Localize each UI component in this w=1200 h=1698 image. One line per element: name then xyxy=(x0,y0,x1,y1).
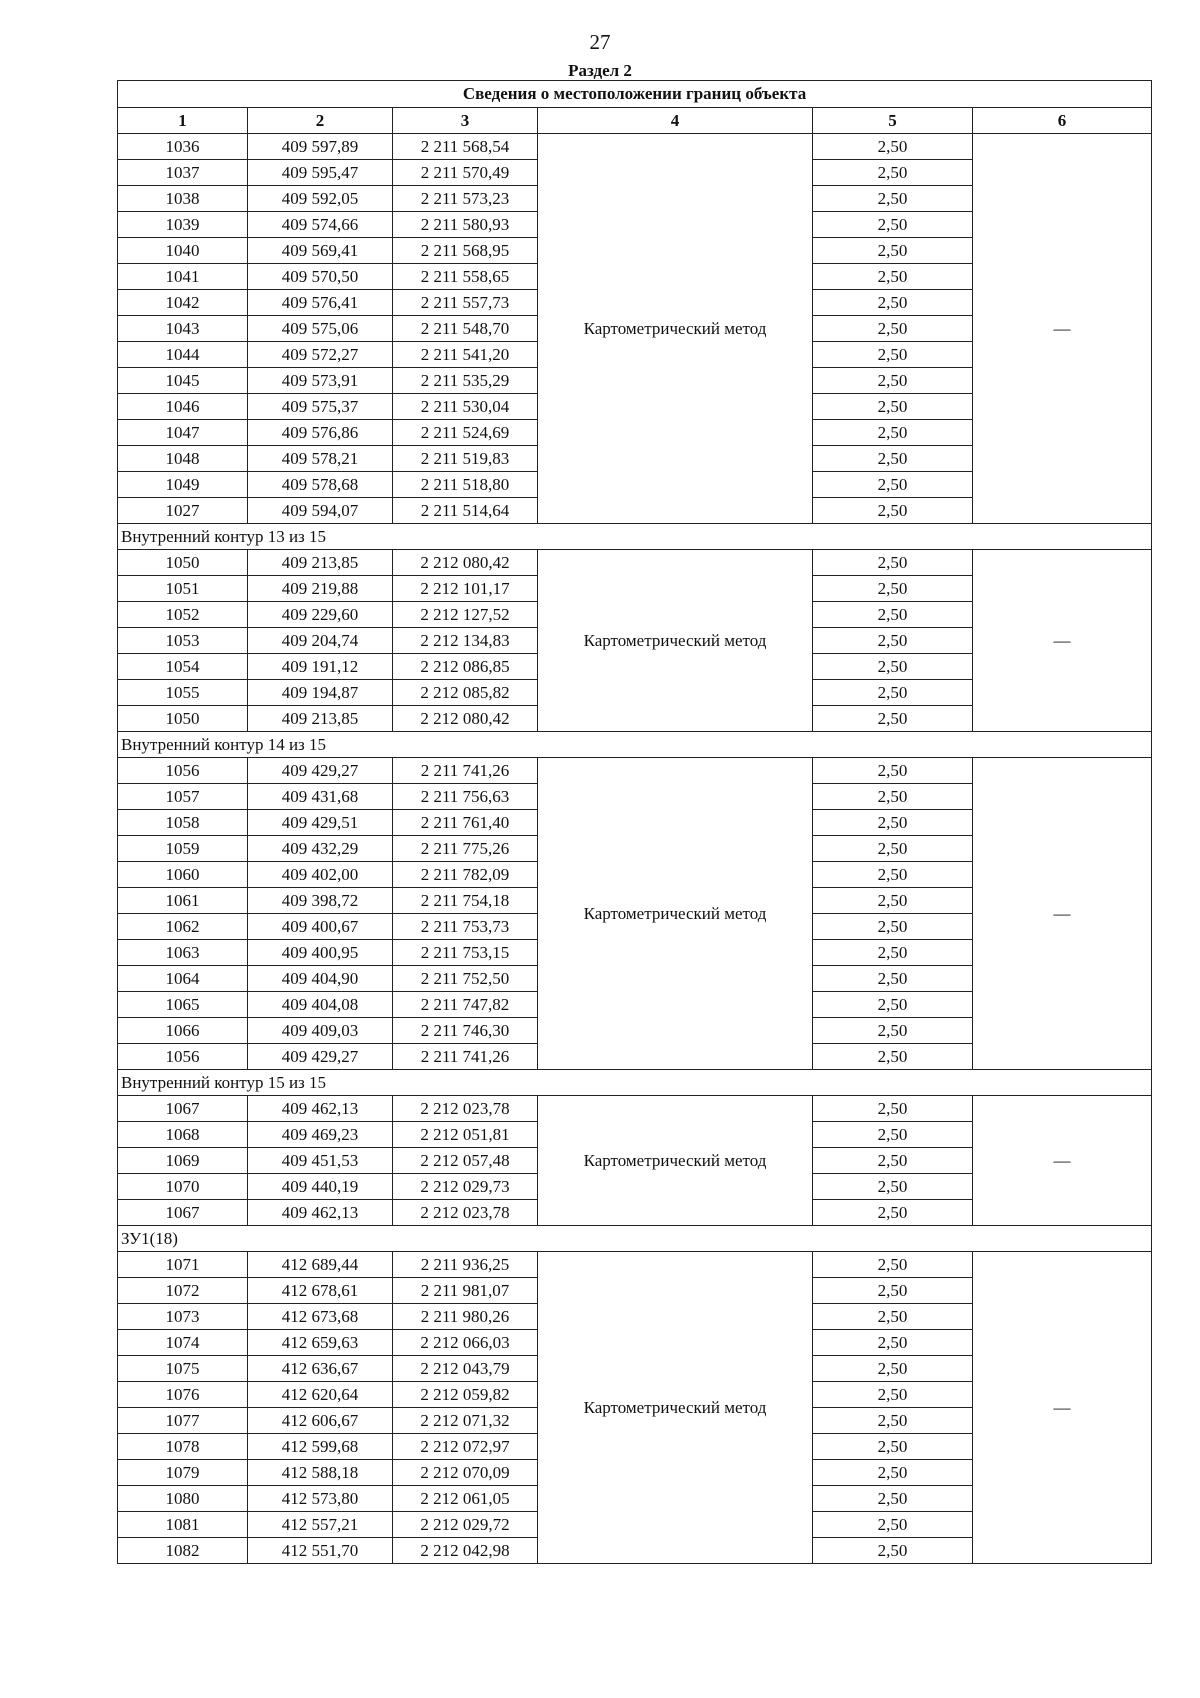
x-coordinate-cell: 412 606,67 xyxy=(248,1408,393,1434)
x-coordinate-cell: 409 592,05 xyxy=(248,186,393,212)
x-coordinate-cell: 409 432,29 xyxy=(248,836,393,862)
method-cell: Картометрический метод xyxy=(538,1252,813,1564)
column-number: 4 xyxy=(538,108,813,134)
y-coordinate-cell: 2 211 754,18 xyxy=(393,888,538,914)
x-coordinate-cell: 409 597,89 xyxy=(248,134,393,160)
accuracy-cell: 2,50 xyxy=(813,1434,973,1460)
accuracy-cell: 2,50 xyxy=(813,1018,973,1044)
table-row xyxy=(118,134,1152,160)
y-coordinate-cell: 2 211 753,73 xyxy=(393,914,538,940)
accuracy-cell: 2,50 xyxy=(813,602,973,628)
point-number-cell: 1076 xyxy=(118,1382,248,1408)
point-number-cell: 1073 xyxy=(118,1304,248,1330)
description-cell: — xyxy=(973,550,1152,732)
point-number-cell: 1079 xyxy=(118,1460,248,1486)
point-number-cell: 1047 xyxy=(118,420,248,446)
table-caption-row xyxy=(118,81,1152,108)
x-coordinate-cell: 409 574,66 xyxy=(248,212,393,238)
x-coordinate-cell: 409 213,85 xyxy=(248,550,393,576)
x-coordinate-cell: 409 398,72 xyxy=(248,888,393,914)
x-coordinate-cell: 409 569,41 xyxy=(248,238,393,264)
accuracy-cell: 2,50 xyxy=(813,836,973,862)
method-cell: Картометрический метод xyxy=(538,758,813,1070)
x-coordinate-cell: 409 404,90 xyxy=(248,966,393,992)
accuracy-cell: 2,50 xyxy=(813,1200,973,1226)
accuracy-cell: 2,50 xyxy=(813,1252,973,1278)
y-coordinate-cell: 2 211 746,30 xyxy=(393,1018,538,1044)
point-number-cell: 1057 xyxy=(118,784,248,810)
accuracy-cell: 2,50 xyxy=(813,342,973,368)
accuracy-cell: 2,50 xyxy=(813,1278,973,1304)
x-coordinate-cell: 409 469,23 xyxy=(248,1122,393,1148)
x-coordinate-cell: 409 191,12 xyxy=(248,654,393,680)
accuracy-cell: 2,50 xyxy=(813,1512,973,1538)
point-number-cell: 1068 xyxy=(118,1122,248,1148)
page-number: 27 xyxy=(589,30,611,54)
y-coordinate-cell: 2 211 541,20 xyxy=(393,342,538,368)
x-coordinate-cell: 409 204,74 xyxy=(248,628,393,654)
point-number-cell: 1062 xyxy=(118,914,248,940)
description-cell: — xyxy=(973,1096,1152,1226)
point-number-cell: 1072 xyxy=(118,1278,248,1304)
accuracy-cell: 2,50 xyxy=(813,654,973,680)
accuracy-cell: 2,50 xyxy=(813,1304,973,1330)
accuracy-cell: 2,50 xyxy=(813,1148,973,1174)
section-heading: ЗУ1(18) xyxy=(118,1226,1152,1252)
point-number-cell: 1066 xyxy=(118,1018,248,1044)
accuracy-cell: 2,50 xyxy=(813,706,973,732)
y-coordinate-cell: 2 211 535,29 xyxy=(393,368,538,394)
table-row xyxy=(118,550,1152,576)
point-number-cell: 1049 xyxy=(118,472,248,498)
y-coordinate-cell: 2 212 066,03 xyxy=(393,1330,538,1356)
x-coordinate-cell: 409 429,51 xyxy=(248,810,393,836)
accuracy-cell: 2,50 xyxy=(813,680,973,706)
point-number-cell: 1048 xyxy=(118,446,248,472)
y-coordinate-cell: 2 211 936,25 xyxy=(393,1252,538,1278)
x-coordinate-cell: 409 429,27 xyxy=(248,758,393,784)
method-cell: Картометрический метод xyxy=(538,134,813,524)
accuracy-cell: 2,50 xyxy=(813,1122,973,1148)
accuracy-cell: 2,50 xyxy=(813,238,973,264)
x-coordinate-cell: 409 578,21 xyxy=(248,446,393,472)
x-coordinate-cell: 409 194,87 xyxy=(248,680,393,706)
accuracy-cell: 2,50 xyxy=(813,472,973,498)
section-heading: Внутренний контур 15 из 15 xyxy=(118,1070,1152,1096)
table-row xyxy=(118,1252,1152,1278)
x-coordinate-cell: 409 575,06 xyxy=(248,316,393,342)
x-coordinate-cell: 409 594,07 xyxy=(248,498,393,524)
point-number-cell: 1056 xyxy=(118,1044,248,1070)
x-coordinate-cell: 409 229,60 xyxy=(248,602,393,628)
y-coordinate-cell: 2 212 061,05 xyxy=(393,1486,538,1512)
x-coordinate-cell: 409 573,91 xyxy=(248,368,393,394)
y-coordinate-cell: 2 212 080,42 xyxy=(393,706,538,732)
point-number-cell: 1042 xyxy=(118,290,248,316)
section-heading-row xyxy=(118,524,1152,550)
point-number-cell: 1063 xyxy=(118,940,248,966)
point-number-cell: 1056 xyxy=(118,758,248,784)
accuracy-cell: 2,50 xyxy=(813,576,973,602)
accuracy-cell: 2,50 xyxy=(813,212,973,238)
point-number-cell: 1043 xyxy=(118,316,248,342)
point-number-cell: 1037 xyxy=(118,160,248,186)
point-number-cell: 1055 xyxy=(118,680,248,706)
point-number-cell: 1067 xyxy=(118,1200,248,1226)
x-coordinate-cell: 409 431,68 xyxy=(248,784,393,810)
x-coordinate-cell: 409 451,53 xyxy=(248,1148,393,1174)
table-caption: Сведения о местоположении границ объекта xyxy=(118,81,1152,108)
x-coordinate-cell: 412 673,68 xyxy=(248,1304,393,1330)
accuracy-cell: 2,50 xyxy=(813,1486,973,1512)
point-number-cell: 1050 xyxy=(118,706,248,732)
x-coordinate-cell: 409 576,86 xyxy=(248,420,393,446)
y-coordinate-cell: 2 211 580,93 xyxy=(393,212,538,238)
point-number-cell: 1075 xyxy=(118,1356,248,1382)
point-number-cell: 1046 xyxy=(118,394,248,420)
x-coordinate-cell: 409 409,03 xyxy=(248,1018,393,1044)
x-coordinate-cell: 409 402,00 xyxy=(248,862,393,888)
x-coordinate-cell: 412 557,21 xyxy=(248,1512,393,1538)
y-coordinate-cell: 2 212 023,78 xyxy=(393,1096,538,1122)
y-coordinate-cell: 2 211 518,80 xyxy=(393,472,538,498)
section-title: Раздел 2 xyxy=(568,61,632,80)
x-coordinate-cell: 409 213,85 xyxy=(248,706,393,732)
y-coordinate-cell: 2 211 980,26 xyxy=(393,1304,538,1330)
x-coordinate-cell: 409 404,08 xyxy=(248,992,393,1018)
accuracy-cell: 2,50 xyxy=(813,992,973,1018)
accuracy-cell: 2,50 xyxy=(813,1096,973,1122)
y-coordinate-cell: 2 211 747,82 xyxy=(393,992,538,1018)
y-coordinate-cell: 2 211 568,54 xyxy=(393,134,538,160)
point-number-cell: 1070 xyxy=(118,1174,248,1200)
x-coordinate-cell: 409 400,67 xyxy=(248,914,393,940)
method-cell: Картометрический метод xyxy=(538,1096,813,1226)
y-coordinate-cell: 2 212 070,09 xyxy=(393,1460,538,1486)
column-number: 2 xyxy=(248,108,393,134)
x-coordinate-cell: 412 689,44 xyxy=(248,1252,393,1278)
description-cell: — xyxy=(973,134,1152,524)
point-number-cell: 1053 xyxy=(118,628,248,654)
point-number-cell: 1040 xyxy=(118,238,248,264)
y-coordinate-cell: 2 211 530,04 xyxy=(393,394,538,420)
point-number-cell: 1080 xyxy=(118,1486,248,1512)
accuracy-cell: 2,50 xyxy=(813,160,973,186)
y-coordinate-cell: 2 212 029,72 xyxy=(393,1512,538,1538)
point-number-cell: 1039 xyxy=(118,212,248,238)
accuracy-cell: 2,50 xyxy=(813,550,973,576)
point-number-cell: 1081 xyxy=(118,1512,248,1538)
point-number-cell: 1051 xyxy=(118,576,248,602)
accuracy-cell: 2,50 xyxy=(813,368,973,394)
y-coordinate-cell: 2 212 085,82 xyxy=(393,680,538,706)
accuracy-cell: 2,50 xyxy=(813,186,973,212)
point-number-cell: 1052 xyxy=(118,602,248,628)
column-number: 1 xyxy=(118,108,248,134)
point-number-cell: 1082 xyxy=(118,1538,248,1564)
accuracy-cell: 2,50 xyxy=(813,1382,973,1408)
section-heading-row xyxy=(118,1070,1152,1096)
x-coordinate-cell: 409 595,47 xyxy=(248,160,393,186)
point-number-cell: 1078 xyxy=(118,1434,248,1460)
accuracy-cell: 2,50 xyxy=(813,758,973,784)
accuracy-cell: 2,50 xyxy=(813,888,973,914)
y-coordinate-cell: 2 212 042,98 xyxy=(393,1538,538,1564)
point-number-cell: 1050 xyxy=(118,550,248,576)
y-coordinate-cell: 2 211 573,23 xyxy=(393,186,538,212)
section-heading-row xyxy=(118,1226,1152,1252)
accuracy-cell: 2,50 xyxy=(813,914,973,940)
y-coordinate-cell: 2 211 558,65 xyxy=(393,264,538,290)
x-coordinate-cell: 412 620,64 xyxy=(248,1382,393,1408)
y-coordinate-cell: 2 212 072,97 xyxy=(393,1434,538,1460)
x-coordinate-cell: 409 575,37 xyxy=(248,394,393,420)
point-number-cell: 1060 xyxy=(118,862,248,888)
column-number: 6 xyxy=(973,108,1152,134)
accuracy-cell: 2,50 xyxy=(813,134,973,160)
accuracy-cell: 2,50 xyxy=(813,1044,973,1070)
accuracy-cell: 2,50 xyxy=(813,264,973,290)
y-coordinate-cell: 2 211 756,63 xyxy=(393,784,538,810)
y-coordinate-cell: 2 212 023,78 xyxy=(393,1200,538,1226)
accuracy-cell: 2,50 xyxy=(813,1356,973,1382)
point-number-cell: 1074 xyxy=(118,1330,248,1356)
x-coordinate-cell: 409 570,50 xyxy=(248,264,393,290)
x-coordinate-cell: 412 599,68 xyxy=(248,1434,393,1460)
y-coordinate-cell: 2 212 101,17 xyxy=(393,576,538,602)
x-coordinate-cell: 409 429,27 xyxy=(248,1044,393,1070)
accuracy-cell: 2,50 xyxy=(813,1408,973,1434)
y-coordinate-cell: 2 211 741,26 xyxy=(393,758,538,784)
y-coordinate-cell: 2 212 029,73 xyxy=(393,1174,538,1200)
y-coordinate-cell: 2 211 514,64 xyxy=(393,498,538,524)
accuracy-cell: 2,50 xyxy=(813,1538,973,1564)
accuracy-cell: 2,50 xyxy=(813,784,973,810)
accuracy-cell: 2,50 xyxy=(813,966,973,992)
point-number-cell: 1045 xyxy=(118,368,248,394)
point-number-cell: 1058 xyxy=(118,810,248,836)
accuracy-cell: 2,50 xyxy=(813,1460,973,1486)
x-coordinate-cell: 409 400,95 xyxy=(248,940,393,966)
x-coordinate-cell: 409 440,19 xyxy=(248,1174,393,1200)
boundary-coordinates-table xyxy=(117,80,1152,1564)
accuracy-cell: 2,50 xyxy=(813,810,973,836)
accuracy-cell: 2,50 xyxy=(813,420,973,446)
y-coordinate-cell: 2 211 557,73 xyxy=(393,290,538,316)
section-heading: Внутренний контур 13 из 15 xyxy=(118,524,1152,550)
x-coordinate-cell: 412 588,18 xyxy=(248,1460,393,1486)
point-number-cell: 1054 xyxy=(118,654,248,680)
point-number-cell: 1077 xyxy=(118,1408,248,1434)
y-coordinate-cell: 2 211 782,09 xyxy=(393,862,538,888)
point-number-cell: 1038 xyxy=(118,186,248,212)
y-coordinate-cell: 2 211 548,70 xyxy=(393,316,538,342)
y-coordinate-cell: 2 212 127,52 xyxy=(393,602,538,628)
table-body xyxy=(118,81,1152,1564)
y-coordinate-cell: 2 211 741,26 xyxy=(393,1044,538,1070)
point-number-cell: 1067 xyxy=(118,1096,248,1122)
x-coordinate-cell: 412 573,80 xyxy=(248,1486,393,1512)
x-coordinate-cell: 409 219,88 xyxy=(248,576,393,602)
y-coordinate-cell: 2 211 570,49 xyxy=(393,160,538,186)
y-coordinate-cell: 2 211 568,95 xyxy=(393,238,538,264)
accuracy-cell: 2,50 xyxy=(813,290,973,316)
description-cell: — xyxy=(973,758,1152,1070)
y-coordinate-cell: 2 212 134,83 xyxy=(393,628,538,654)
y-coordinate-cell: 2 212 059,82 xyxy=(393,1382,538,1408)
y-coordinate-cell: 2 212 043,79 xyxy=(393,1356,538,1382)
x-coordinate-cell: 412 678,61 xyxy=(248,1278,393,1304)
x-coordinate-cell: 412 636,67 xyxy=(248,1356,393,1382)
x-coordinate-cell: 409 578,68 xyxy=(248,472,393,498)
table-row xyxy=(118,1096,1152,1122)
point-number-cell: 1069 xyxy=(118,1148,248,1174)
point-number-cell: 1071 xyxy=(118,1252,248,1278)
y-coordinate-cell: 2 211 753,15 xyxy=(393,940,538,966)
y-coordinate-cell: 2 212 057,48 xyxy=(393,1148,538,1174)
y-coordinate-cell: 2 211 775,26 xyxy=(393,836,538,862)
x-coordinate-cell: 409 576,41 xyxy=(248,290,393,316)
point-number-cell: 1061 xyxy=(118,888,248,914)
accuracy-cell: 2,50 xyxy=(813,940,973,966)
point-number-cell: 1059 xyxy=(118,836,248,862)
accuracy-cell: 2,50 xyxy=(813,394,973,420)
accuracy-cell: 2,50 xyxy=(813,1174,973,1200)
accuracy-cell: 2,50 xyxy=(813,446,973,472)
x-coordinate-cell: 412 659,63 xyxy=(248,1330,393,1356)
x-coordinate-cell: 409 462,13 xyxy=(248,1200,393,1226)
x-coordinate-cell: 409 462,13 xyxy=(248,1096,393,1122)
x-coordinate-cell: 409 572,27 xyxy=(248,342,393,368)
accuracy-cell: 2,50 xyxy=(813,1330,973,1356)
accuracy-cell: 2,50 xyxy=(813,316,973,342)
x-coordinate-cell: 412 551,70 xyxy=(248,1538,393,1564)
point-number-cell: 1036 xyxy=(118,134,248,160)
y-coordinate-cell: 2 212 080,42 xyxy=(393,550,538,576)
section-heading: Внутренний контур 14 из 15 xyxy=(118,732,1152,758)
column-number: 3 xyxy=(393,108,538,134)
y-coordinate-cell: 2 211 981,07 xyxy=(393,1278,538,1304)
description-cell: — xyxy=(973,1252,1152,1564)
y-coordinate-cell: 2 211 519,83 xyxy=(393,446,538,472)
y-coordinate-cell: 2 212 086,85 xyxy=(393,654,538,680)
y-coordinate-cell: 2 211 761,40 xyxy=(393,810,538,836)
y-coordinate-cell: 2 212 071,32 xyxy=(393,1408,538,1434)
y-coordinate-cell: 2 212 051,81 xyxy=(393,1122,538,1148)
section-heading-row xyxy=(118,732,1152,758)
table-row xyxy=(118,758,1152,784)
point-number-cell: 1064 xyxy=(118,966,248,992)
point-number-cell: 1044 xyxy=(118,342,248,368)
point-number-cell: 1065 xyxy=(118,992,248,1018)
point-number-cell: 1041 xyxy=(118,264,248,290)
y-coordinate-cell: 2 211 524,69 xyxy=(393,420,538,446)
column-number-row xyxy=(118,108,1152,134)
accuracy-cell: 2,50 xyxy=(813,628,973,654)
y-coordinate-cell: 2 211 752,50 xyxy=(393,966,538,992)
accuracy-cell: 2,50 xyxy=(813,862,973,888)
column-number: 5 xyxy=(813,108,973,134)
method-cell: Картометрический метод xyxy=(538,550,813,732)
accuracy-cell: 2,50 xyxy=(813,498,973,524)
point-number-cell: 1027 xyxy=(118,498,248,524)
